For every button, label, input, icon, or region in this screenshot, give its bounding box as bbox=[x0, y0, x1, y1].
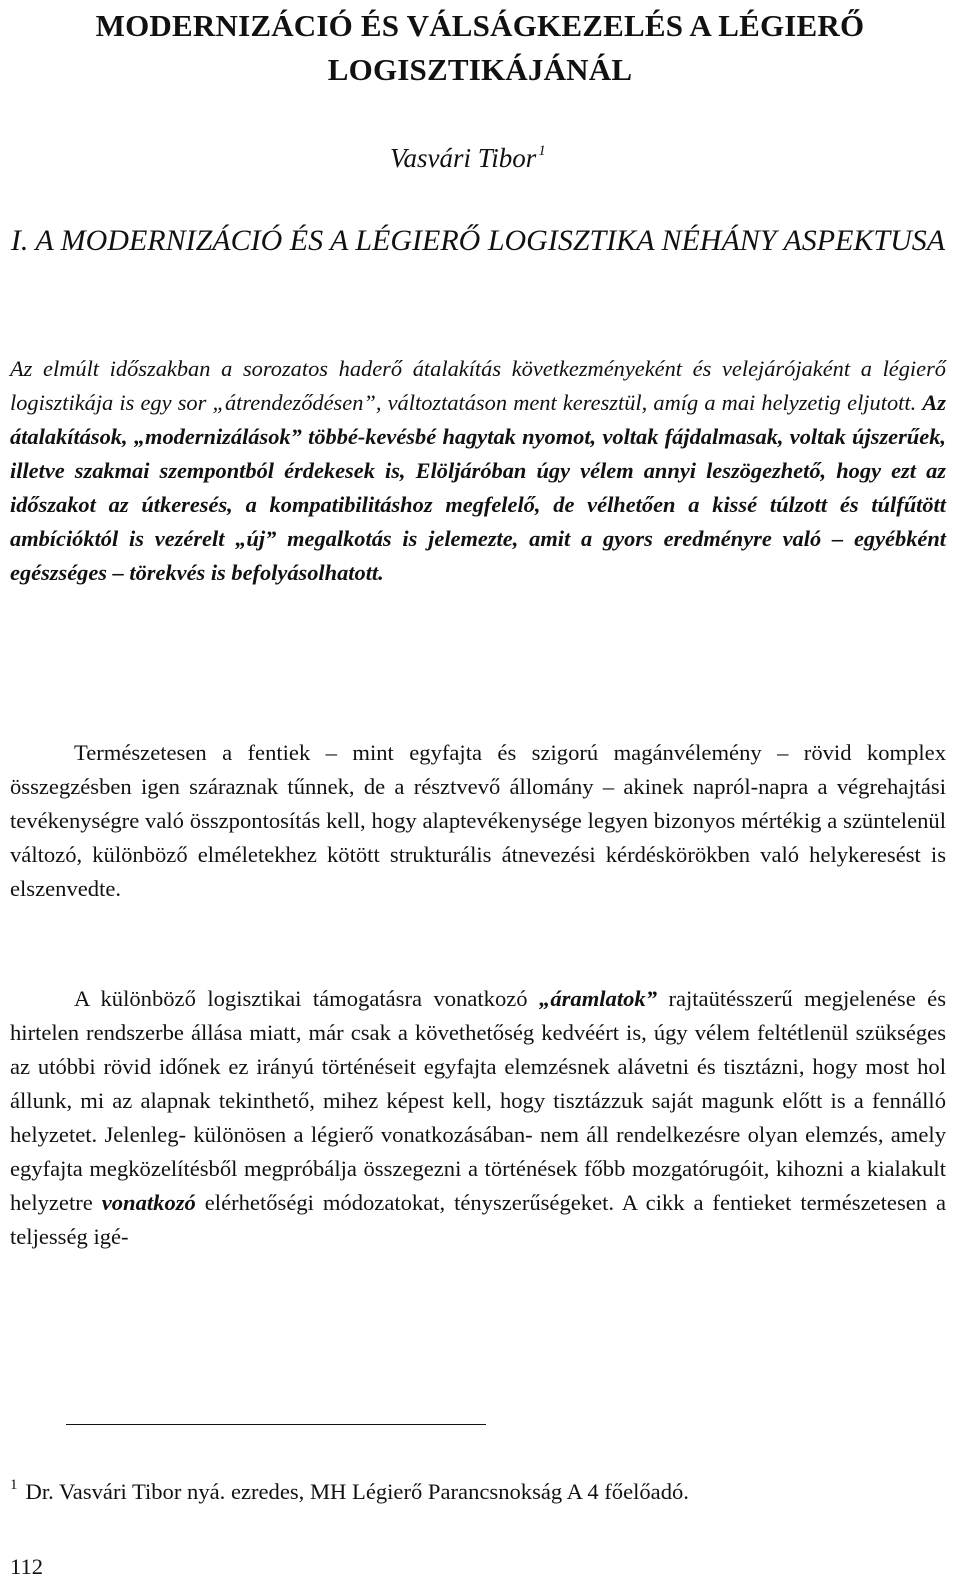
section-heading: I. A MODERNIZÁCIÓ ÉS A LÉGIERŐ LOGISZTIKA NÉHÁNY ASPEKTUSA bbox=[10, 224, 946, 257]
body-paragraph-2 bbox=[10, 982, 946, 1254]
abstract-bold-text: Az átalakítások, „modernizálások” többé-kevésbé hagytak nyomot, voltak fájdalmasak, voltak újszerűek, illetve szakmai szempontból érdekesek is, Elöljáróban úgy vélem annyi leszögezhető, hogy ezt az időszakot az útkeresés, a kompatibilitáshoz megfelelő, de vélhetően a kissé túlzott és túlfűtött ambícióktól is vezérelt „új” megalkotás is jelemezte, amit a gyors eredményre való – egyébként egészséges – törekvés is befolyásolhatott. bbox=[10, 390, 946, 585]
author-name: Vasvári Tibor bbox=[390, 143, 537, 173]
document-title: MODERNIZÁCIÓ ÉS VÁLSÁGKEZELÉS A LÉGIERŐ LOGISZTIKÁJÁNÁL bbox=[95, 8, 865, 87]
paragraph-2-text-start: A különböző logisztikai támogatásra vonatkozó bbox=[74, 986, 540, 1011]
abstract-italic-text: Az elmúlt időszakban a sorozatos haderő átalakítás következményeként és velejárójaként a légierő logisztikája is egy sor „átrendeződésen”, változtatáson ment keresztül, amíg a mai helyzetig eljutott. bbox=[10, 356, 946, 415]
abstract-paragraph bbox=[10, 352, 946, 590]
footnote bbox=[10, 1470, 689, 1507]
footnote-text: Dr. Vasvári Tibor nyá. ezredes, MH Légierő Parancsnokság A 4 főelőadó. bbox=[25, 1479, 689, 1504]
paragraph-2-text-middle: rajtaütésszerű megjelenése és hirtelen rendszerbe állása miatt, már csak a követhetőség kedvéért is, úgy vélem feltétlenül szükséges az utóbbi rövid időnek ez irányú történéseit egyfajta elemzésnek alávetni és tisztázni, hogy most hol állunk, mi az alapnak tekinthető, mihez képest kell, hogy tisztázzuk saját magunk előtt is a fennálló helyzetet. Jelenleg- különösen a légierő vonatkozásában- nem áll rendelkezésre olyan elemzés, amely egyfajta megközelítésből megpróbálja összegezni a történések főbb mozgatórugóit, kihozni a kialakult helyzetre bbox=[10, 986, 946, 1215]
author-line bbox=[390, 134, 546, 175]
body-paragraph-1: Természetesen a fentiek – mint egyfajta és szigorú magánvélemény – rövid komplex összegzésben igen száraznak tűnnek, de a résztvevő állomány – akinek napról-napra a végrehajtási tevékenységre való összpontosítás kell, hogy alaptevékenysége legyen bizonyos mértékig a szüntelenül változó, különböző elméletekhez kötött strukturális átnevezési kérdéskörökben való helykeresést is elszenvedte. bbox=[10, 740, 946, 901]
emphasis-vonatkozo: vonatkozó bbox=[101, 1190, 196, 1215]
author-footnote-mark[interactable]: 1 bbox=[538, 143, 546, 159]
page-number: 112 bbox=[10, 1554, 44, 1579]
emphasis-aramlatok: „áramlatok” bbox=[539, 986, 658, 1011]
footnote-divider bbox=[66, 1424, 486, 1425]
paragraph-2-text-end: elérhetőségi módozatokat, tényszerűségeket. A cikk a fentieket természetesen a teljesség igé- bbox=[10, 1190, 946, 1249]
footnote-mark: 1 bbox=[10, 1477, 18, 1493]
